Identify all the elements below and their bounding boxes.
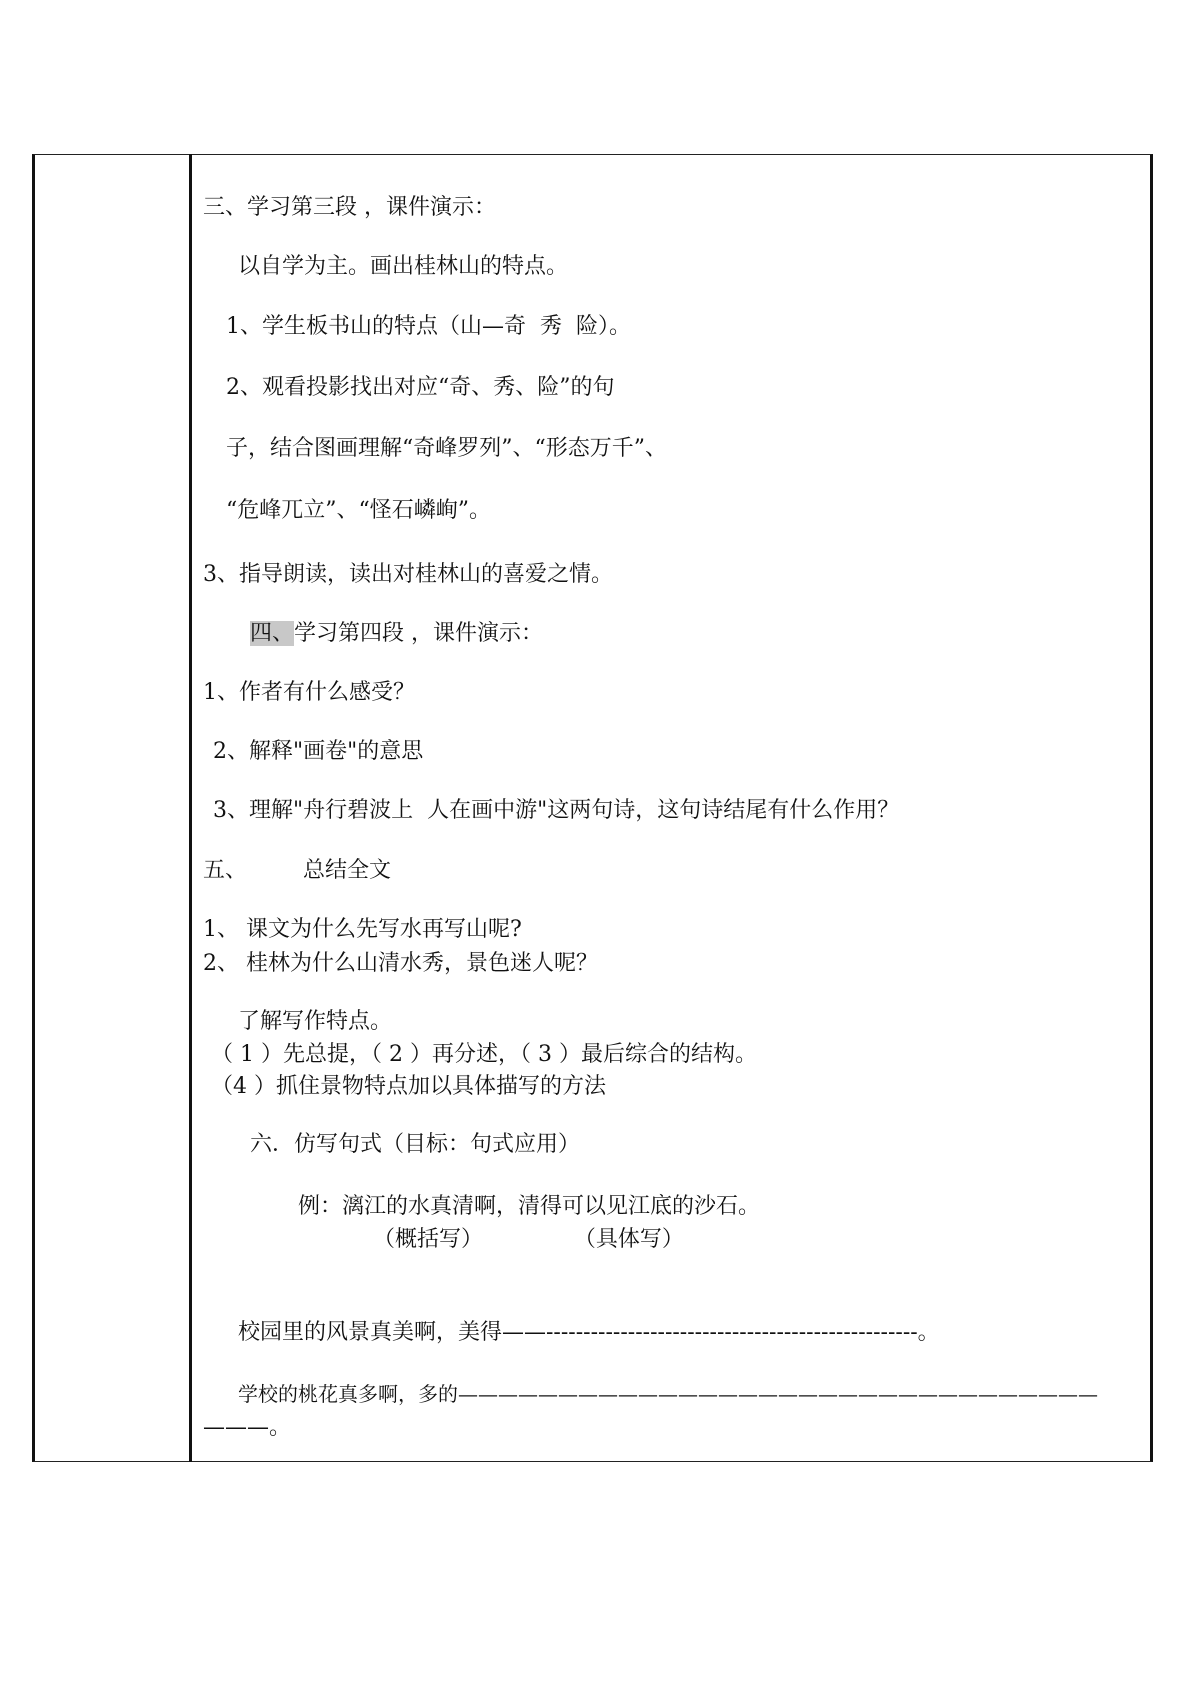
text-line: 2、 桂林为什么山清水秀，景色迷人呢？ bbox=[203, 951, 598, 976]
text-line: （4 ）抓住景物特点加以具体描写的方法 bbox=[211, 1074, 606, 1099]
text-line: 1、作者有什么感受？ bbox=[203, 680, 415, 705]
example-sentence: 例：漓江的水真清啊，清得可以见江底的沙石。 bbox=[298, 1194, 761, 1219]
heading-section-6: 六．仿写句式（目标：句式应用） bbox=[250, 1132, 581, 1157]
text-line: 3、理解"舟行碧波上 人在画中游"这两句诗，这句诗结尾有什么作用？ bbox=[213, 798, 900, 823]
column-divider bbox=[189, 154, 192, 1462]
highlighted-prefix: 四、 bbox=[250, 621, 295, 646]
text-line: 子，结合图画理解“奇峰罗列”、“形态万千”、 bbox=[226, 436, 667, 461]
example-annotation: （概括写） （具体写） bbox=[373, 1227, 684, 1252]
text-line: 以自学为主。画出桂林山的特点。 bbox=[238, 254, 569, 279]
text-line: “危峰兀立”、“怪石嶙峋”。 bbox=[226, 498, 491, 523]
text-line: 1、 课文为什么先写水再写山呢? bbox=[203, 917, 522, 942]
text-line: 3、指导朗读，读出对桂林山的喜爱之情。 bbox=[203, 562, 613, 587]
heading-section-4-text: 学习第四段 ，课件演示： bbox=[294, 621, 544, 646]
text-line: （ 1 ）先总提，（ 2 ）再分述，（ 3 ）最后综合的结构。 bbox=[211, 1042, 757, 1067]
heading-section-4 bbox=[250, 620, 543, 648]
exercise-line-1: 校园里的风景真美啊，美得——--------------------------------------------------。 bbox=[238, 1320, 940, 1345]
heading-section-3: 三、学习第三段 ，课件演示： bbox=[203, 195, 496, 220]
text-line: 2、解释"画卷"的意思 bbox=[213, 739, 424, 764]
text-line: 了解写作特点。 bbox=[238, 1009, 393, 1034]
text-line: 1、学生板书山的特点（山—奇 秀 险）。 bbox=[226, 314, 631, 339]
exercise-line-2-end: ———。 bbox=[203, 1415, 292, 1440]
text-line: 2、观看投影找出对应“奇、秀、险”的句 bbox=[226, 375, 615, 400]
exercise-line-2: 学校的桃花真多啊，多的———————————————————————————————— bbox=[238, 1382, 1098, 1406]
heading-section-5: 五、 总结全文 bbox=[203, 858, 391, 883]
